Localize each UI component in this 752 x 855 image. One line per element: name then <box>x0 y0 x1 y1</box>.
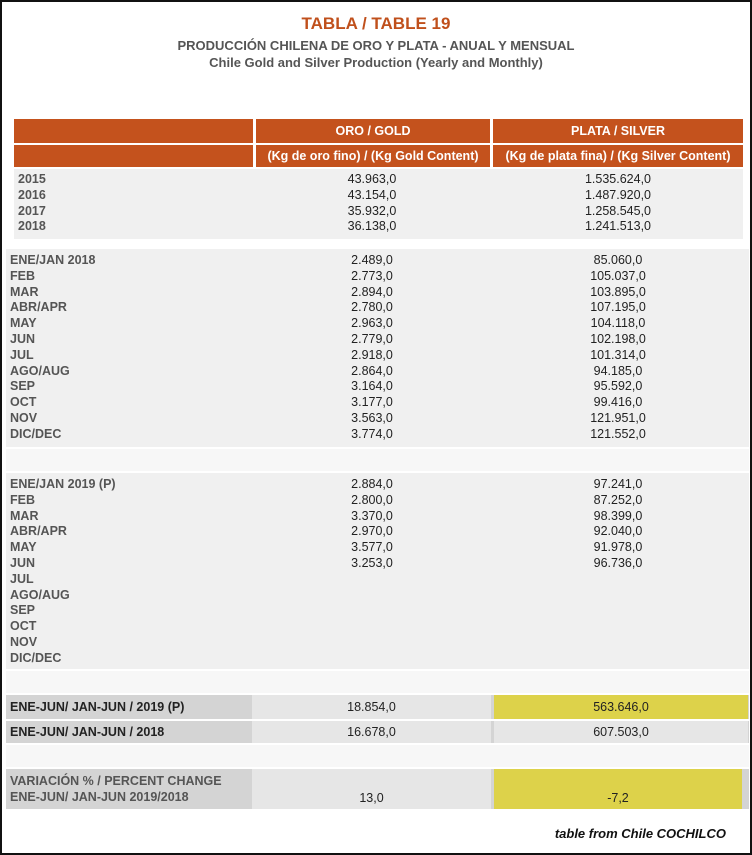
gold-value: 3.370,0 <box>351 508 393 523</box>
silver-value: 97.241,0 <box>593 477 643 491</box>
percent-change-label: VARIACIÓN % / PERCENT CHANGE <box>10 774 222 788</box>
silver-value: 102.198,0 <box>590 331 646 346</box>
month-label: JUN <box>10 331 36 346</box>
silver-value: 85.060,0 <box>593 253 643 267</box>
month-label: JUL <box>10 347 34 362</box>
monthly-2019-silver <box>518 477 718 572</box>
silver-value: 105.037,0 <box>590 268 646 283</box>
silver-value: 91.978,0 <box>593 540 643 555</box>
month-label: SEP <box>10 603 36 618</box>
gold-value: 3.177,0 <box>351 395 393 410</box>
month-label: ENE/JAN 2018 <box>10 253 96 267</box>
silver-value: 92.040,0 <box>593 524 643 539</box>
gold-value: 2.918,0 <box>351 347 393 362</box>
month-label: SEP <box>10 379 36 394</box>
annual-labels <box>18 172 218 235</box>
year-label: 2015 <box>18 172 46 186</box>
month-label: FEB <box>10 268 35 283</box>
gold-value: 2.963,0 <box>351 316 393 331</box>
spacer-row <box>6 449 749 471</box>
month-label: DIC/DEC <box>10 426 62 441</box>
monthly-2018-silver <box>518 253 718 443</box>
month-label: OCT <box>10 395 37 410</box>
gold-value: 2.864,0 <box>351 363 393 378</box>
gold-value: 2.489,0 <box>351 253 393 267</box>
gold-value: 2.780,0 <box>351 300 393 315</box>
silver-value: 87.252,0 <box>593 492 643 507</box>
silver-value: 1.535.624,0 <box>584 172 652 186</box>
source-credit: table from Chile COCHILCO <box>554 826 726 841</box>
gold-value: 43.154,0 <box>347 187 397 202</box>
summary-2019-label: ENE-JUN/ JAN-JUN / 2019 (P) <box>10 700 185 714</box>
gold-value: 43.963,0 <box>347 172 397 186</box>
summary-2018-gold: 16.678,0 <box>252 721 491 743</box>
silver-value: 95.592,0 <box>593 379 643 394</box>
silver-value: 107.195,0 <box>590 300 646 315</box>
month-label: FEB <box>10 492 35 507</box>
monthly-2019-gold <box>272 477 472 572</box>
gold-value: 3.563,0 <box>351 410 393 425</box>
month-label: MAR <box>10 508 39 523</box>
gold-value: 3.577,0 <box>351 540 393 555</box>
annual-silver <box>518 172 718 235</box>
gold-value: 36.138,0 <box>347 219 397 234</box>
header-silver-unit: (Kg de plata fina) / (Kg Silver Content) <box>493 145 743 167</box>
summary-2018-silver: 607.503,0 <box>494 721 748 743</box>
month-label: JUN <box>10 555 36 570</box>
summary-2018-label: ENE-JUN/ JAN-JUN / 2018 <box>10 725 165 739</box>
subtitle-spanish: PRODUCCIÓN CHILENA DE ORO Y PLATA - ANUAL Y MENSUAL <box>177 38 575 53</box>
month-label: ABR/APR <box>10 524 67 539</box>
month-label: MAY <box>10 540 37 555</box>
subtitle-english: Chile Gold and Silver Production (Yearly and Monthly) <box>209 55 543 70</box>
year-label: 2016 <box>18 187 46 202</box>
silver-value: 94.185,0 <box>593 363 643 378</box>
monthly-2019-labels <box>10 477 230 667</box>
month-label: ENE/JAN 2019 (P) <box>10 477 116 491</box>
gold-value: 2.779,0 <box>351 331 393 346</box>
summary-2019-gold: 18.854,0 <box>252 695 491 719</box>
spacer-row <box>6 671 749 693</box>
month-label: NOV <box>10 410 38 425</box>
percent-change-gold: 13,0 <box>252 769 491 809</box>
silver-value: 103.895,0 <box>590 284 646 299</box>
silver-value: 121.951,0 <box>590 410 646 425</box>
percent-change-silver: -7,2 <box>494 769 742 809</box>
annual-gold <box>272 172 472 235</box>
gold-value: 3.164,0 <box>351 379 393 394</box>
header-blank-top <box>14 119 253 143</box>
percent-change-period: ENE-JUN/ JAN-JUN 2019/2018 <box>10 789 189 804</box>
month-label: MAY <box>10 316 37 331</box>
silver-value: 1.258.545,0 <box>584 203 652 218</box>
gold-value: 2.970,0 <box>351 524 393 539</box>
silver-value: 104.118,0 <box>590 316 646 331</box>
header-gold: ORO / GOLD <box>256 119 490 143</box>
gold-value: 35.932,0 <box>347 203 397 218</box>
spacer-row <box>6 745 749 767</box>
gold-value: 2.773,0 <box>351 268 393 283</box>
silver-value: 1.487.920,0 <box>584 187 652 202</box>
gold-value: 2.894,0 <box>351 284 393 299</box>
gold-value: 3.774,0 <box>351 426 393 441</box>
month-label: OCT <box>10 619 37 634</box>
month-label: DIC/DEC <box>10 650 62 665</box>
monthly-2018-labels <box>10 253 230 443</box>
gold-value: 3.253,0 <box>351 555 393 570</box>
silver-value: 98.399,0 <box>593 508 643 523</box>
silver-value: 1.241.513,0 <box>584 219 652 234</box>
gold-value: 2.800,0 <box>351 492 393 507</box>
month-label: NOV <box>10 634 38 649</box>
header-blank-unit <box>14 145 253 167</box>
summary-2019-silver: 563.646,0 <box>494 695 748 719</box>
month-label: AGO/AUG <box>10 363 70 378</box>
month-label: ABR/APR <box>10 300 67 315</box>
month-label: MAR <box>10 284 39 299</box>
monthly-2018-gold <box>272 253 472 443</box>
header-gold-unit: (Kg de oro fino) / (Kg Gold Content) <box>256 145 490 167</box>
silver-value: 96.736,0 <box>593 555 643 570</box>
month-label: JUL <box>10 571 34 586</box>
silver-value: 99.416,0 <box>593 395 643 410</box>
month-label: AGO/AUG <box>10 587 70 602</box>
percent-change-labels <box>10 773 250 805</box>
gold-value: 2.884,0 <box>351 477 393 491</box>
year-label: 2017 <box>18 203 46 218</box>
silver-value: 101.314,0 <box>590 347 646 362</box>
year-label: 2018 <box>18 219 46 234</box>
header-silver: PLATA / SILVER <box>493 119 743 143</box>
silver-value: 121.552,0 <box>590 426 646 441</box>
table-title: TABLA / TABLE 19 <box>301 14 451 33</box>
